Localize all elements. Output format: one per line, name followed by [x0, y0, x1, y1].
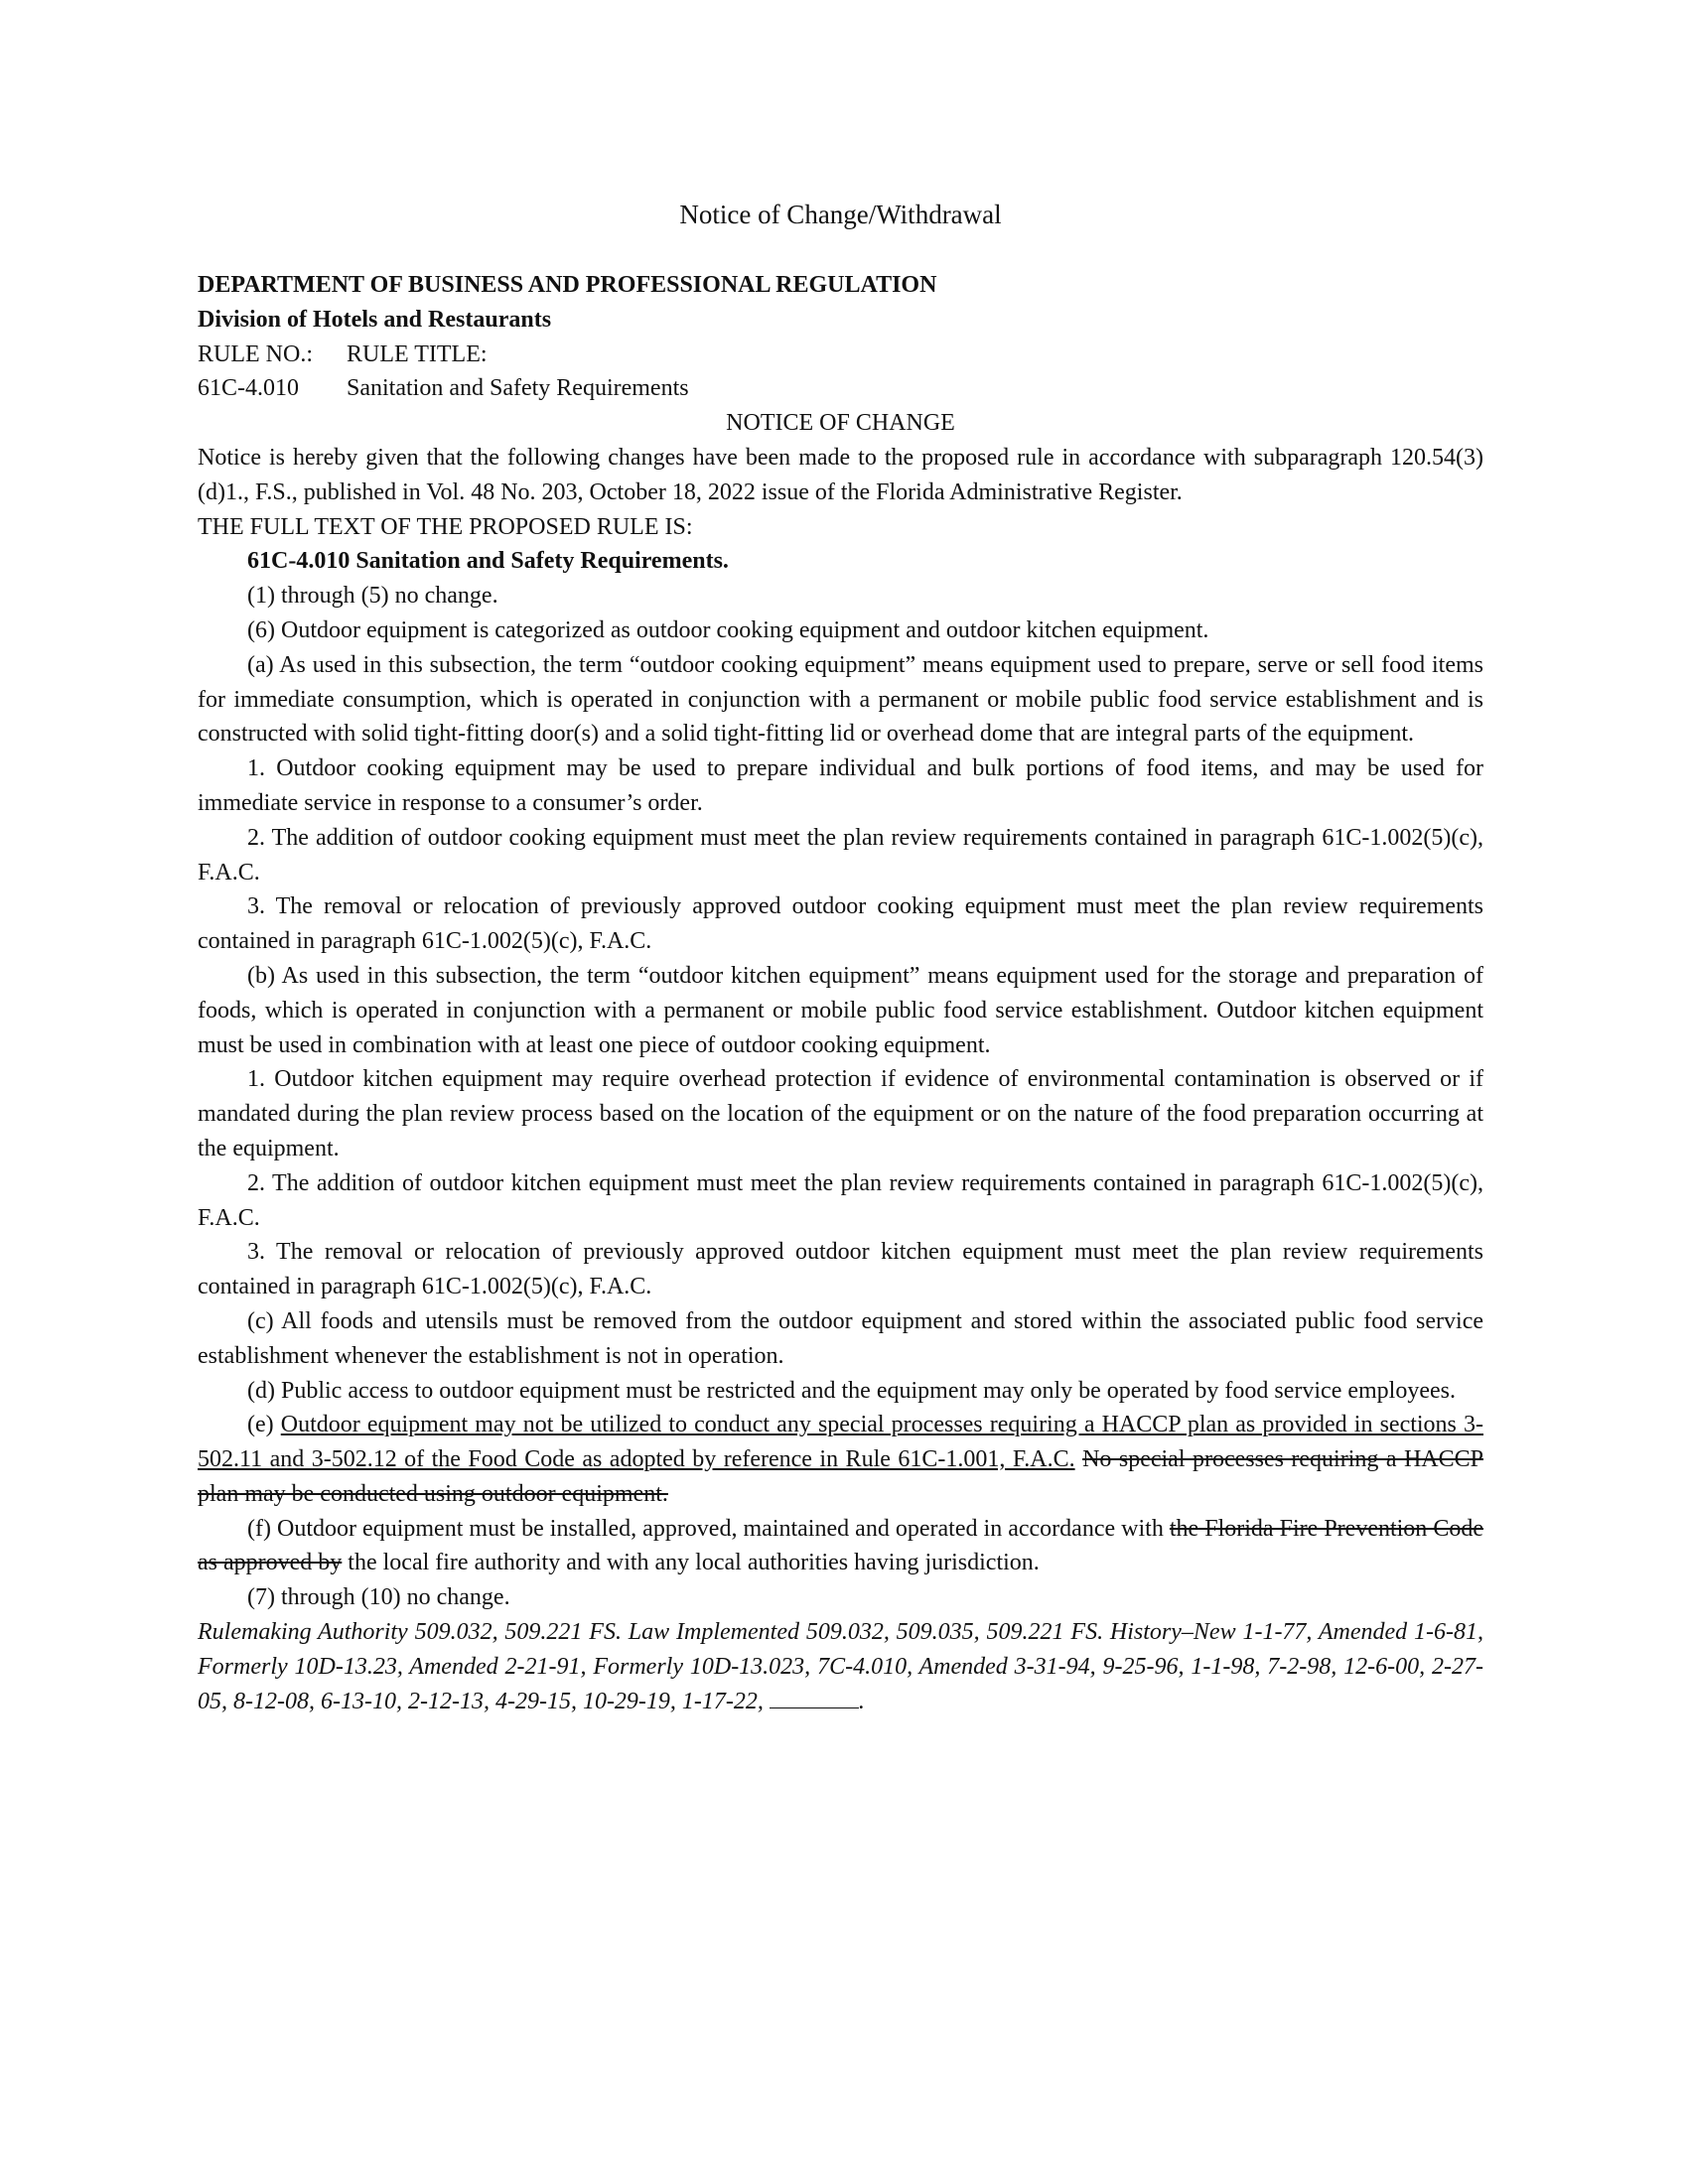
paragraph-1-5: (1) through (5) no change.: [247, 583, 498, 610]
paragraph-6a-1: 1. Outdoor cooking equipment may be used to prepare individual and bulk portions of food items, and may be used for immediate service in response to a consumer’s order.: [198, 755, 1483, 816]
deleted-text: No special processes requiring a HACCP plan may be conducted using outdoor equipment.: [198, 1446, 1483, 1507]
department-name: DEPARTMENT OF BUSINESS AND PROFESSIONAL REGULATION: [198, 272, 937, 298]
paragraph-6f-start: (f) Outdoor equipment must be installed, approved, maintained and operated in accordance with: [247, 1515, 1170, 1542]
paragraph-6f-end: the local fire authority and with any local authorities having jurisdiction.: [342, 1550, 1040, 1576]
document-page: [198, 195, 1483, 1718]
paragraph-6a: (a) As used in this subsection, the term “outdoor cooking equipment” means equipment used to prepare, serve or sell food items for immediate consumption, which is operated in conjunction with a permanent or mobile public food service establishment and is constructed with solid tight-fitting door(s) and a solid tight-fitting lid or overhead dome that are integral parts of the equipment.: [198, 651, 1483, 748]
rule-history: [198, 1615, 1483, 1718]
inserted-text: Outdoor equipment may not be utilized to conduct any special processes requiring a HACCP plan as provided in sections 3-502.11 and 3-502.12 of the Food Code as adopted by reference in Rule 61C-1.001, F.A.C.: [198, 1412, 1483, 1473]
paragraph-6f: [198, 1512, 1483, 1581]
notice-heading: NOTICE OF CHANGE: [726, 410, 955, 437]
rule-title-value: Sanitation and Safety Requirements: [347, 375, 689, 402]
notice-text: Notice is hereby given that the following changes have been made to the proposed rule in accordance with subparagraph 120.54(3)(d)1., F.S., published in Vol. 48 No. 203, October 18, 2022 issue of the Florida Administrative Register.: [198, 444, 1483, 505]
division-name: Division of Hotels and Restaurants: [198, 306, 552, 333]
rule-heading: 61C-4.010 Sanitation and Safety Requirements.: [247, 548, 729, 575]
history-end: .: [858, 1688, 865, 1714]
paragraph-6b-1: 1. Outdoor kitchen equipment may require overhead protection if evidence of environmental contamination is observed or if mandated during the plan review process based on the location of the equipment or on the nature of the food preparation occurring at the equipment.: [198, 1066, 1483, 1161]
history-text: Rulemaking Authority 509.032, 509.221 FS. Law Implemented 509.032, 509.035, 509.221 FS. History–New 1-1-77, Amended 1-6-81, Formerly 10D-13.23, Amended 2-21-91, Formerly 10D-13.023, 7C-4.010, Amended 3-31-94, 9-25-96, 1-1-98, 7-2-98, 12-6-00, 2-27-05, 8-12-08, 6-13-10, 2-12-13, 4-29-15, 10-29-19, 1-17-22,: [198, 1619, 1483, 1714]
rule-title-label: RULE TITLE:: [347, 341, 488, 367]
paragraph-6b-3: 3. The removal or relocation of previously approved outdoor kitchen equipment must meet the plan review requirements contained in paragraph 61C-1.002(5)(c), F.A.C.: [198, 1239, 1483, 1300]
rule-no-value: 61C-4.010: [198, 375, 299, 402]
rule-header-values: [198, 371, 1483, 406]
paragraph-6c: (c) All foods and utensils must be removed from the outdoor equipment and stored within the associated public food service establishment whenever the establishment is not in operation.: [198, 1307, 1483, 1369]
paragraph-6d: (d) Public access to outdoor equipment must be restricted and the equipment may only be operated by food service employees.: [247, 1377, 1456, 1404]
paragraph-6b-2: 2. The addition of outdoor kitchen equipment must meet the plan review requirements contained in paragraph 61C-1.002(5)(c), F.A.C.: [198, 1169, 1483, 1231]
rule-header-labels: [198, 338, 1483, 372]
paragraph-6: (6) Outdoor equipment is categorized as outdoor cooking equipment and outdoor kitchen equipment.: [247, 616, 1209, 643]
full-text-label: THE FULL TEXT OF THE PROPOSED RULE IS:: [198, 513, 693, 540]
paragraph-6b: (b) As used in this subsection, the term “outdoor kitchen equipment” means equipment used for the storage and preparation of foods, which is operated in conjunction with a permanent or mobile public food service establishment. Outdoor kitchen equipment must be used in combination with at least one piece of outdoor cooking equipment.: [198, 962, 1483, 1058]
date-blank: [770, 1686, 859, 1708]
rule-no-label: RULE NO.:: [198, 341, 313, 367]
paragraph-6e: [198, 1408, 1483, 1511]
page-title: Notice of Change/Withdrawal: [679, 200, 1002, 229]
paragraph-6a-3: 3. The removal or relocation of previously approved outdoor cooking equipment must meet the plan review requirements contained in paragraph 61C-1.002(5)(c), F.A.C.: [198, 893, 1483, 955]
paragraph-7-10: (7) through (10) no change.: [247, 1584, 510, 1611]
paragraph-6a-2: 2. The addition of outdoor cooking equipment must meet the plan review requirements contained in paragraph 61C-1.002(5)(c), F.A.C.: [198, 824, 1483, 886]
deleted-text: the Florida Fire Prevention Code as approved by: [198, 1515, 1484, 1576]
paragraph-6e-label: (e): [247, 1412, 281, 1438]
